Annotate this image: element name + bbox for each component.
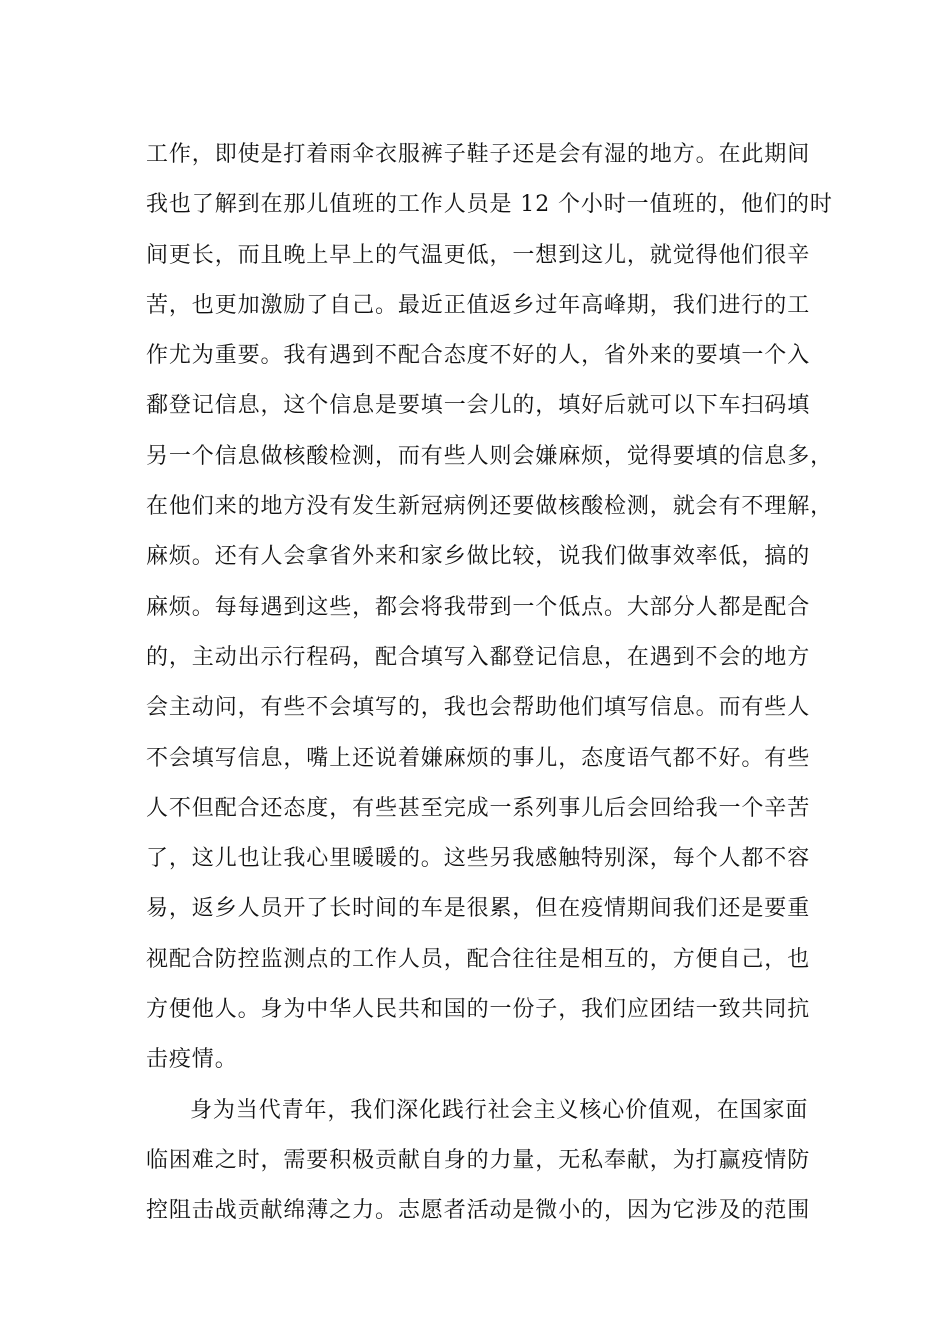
text-line: 工作，即使是打着雨伞衣服裤子鞋子还是会有湿的地方。在此期间 <box>146 142 811 167</box>
text-line: 我也了解到在那儿值班的工作人员是 12 个小时一值班的，他们的时 <box>146 192 833 218</box>
text-line: 了，这儿也让我心里暖暖的。这些另我感触特别深，每个人都不容 <box>146 846 811 872</box>
text-line: 作尤为重要。我有遇到不配合态度不好的人，省外来的要填一个入 <box>146 343 811 369</box>
text-line: 人不但配合还态度，有些甚至完成一系列事儿后会回给我一个辛苦 <box>146 795 811 821</box>
paragraph-2 <box>146 1086 826 1237</box>
text-line: 间更长，而且晚上早上的气温更低，一想到这儿，就觉得他们很辛 <box>146 242 811 268</box>
text-line: 鄱登记信息，这个信息是要填一会儿的，填好后就可以下车扫码填 <box>146 393 811 419</box>
text-line: 控阻击战贡献绵薄之力。志愿者活动是微小的，因为它涉及的范围 <box>146 1198 811 1224</box>
text-line: 方便他人。身为中华人民共和国的一份子，我们应团结一致共同抗 <box>146 997 811 1023</box>
text-line: 在他们来的地方没有发生新冠病例还要做核酸检测，就会有不理解， <box>146 494 834 520</box>
text-line: 的，主动出示行程码，配合填写入鄱登记信息，在遇到不会的地方 <box>146 644 811 670</box>
text-line: 视配合防控监测点的工作人员，配合往往是相互的，方便自己，也 <box>146 946 811 972</box>
text-line: 临困难之时，需要积极贡献自身的力量，无私奉献，为打赢疫情防 <box>146 1147 811 1173</box>
text-line: 击疫情。 <box>146 1047 238 1073</box>
text-line: 苦，也更加激励了自己。最近正值返乡过年高峰期，我们进行的工 <box>146 292 811 318</box>
text-line: 麻烦。还有人会拿省外来和家乡做比较，说我们做事效率低，搞的 <box>146 544 811 570</box>
text-line: 会主动问，有些不会填写的，我也会帮助他们填写信息。而有些人 <box>146 695 811 721</box>
text-line: 身为当代青年，我们深化践行社会主义核心价值观，在国家面 <box>190 1097 809 1123</box>
document-body <box>146 130 834 1237</box>
text-line: 易，返乡人员开了长时间的车是很累，但在疫情期间我们还是要重 <box>146 896 811 922</box>
paragraph-1 <box>146 130 834 1086</box>
text-line: 不会填写信息，嘴上还说着嫌麻烦的事儿，态度语气都不好。有些 <box>146 745 811 771</box>
text-line: 另一个信息做核酸检测，而有些人则会嫌麻烦，觉得要填的信息多， <box>146 443 834 469</box>
text-line: 麻烦。每每遇到这些，都会将我带到一个低点。大部分人都是配合 <box>146 594 811 620</box>
